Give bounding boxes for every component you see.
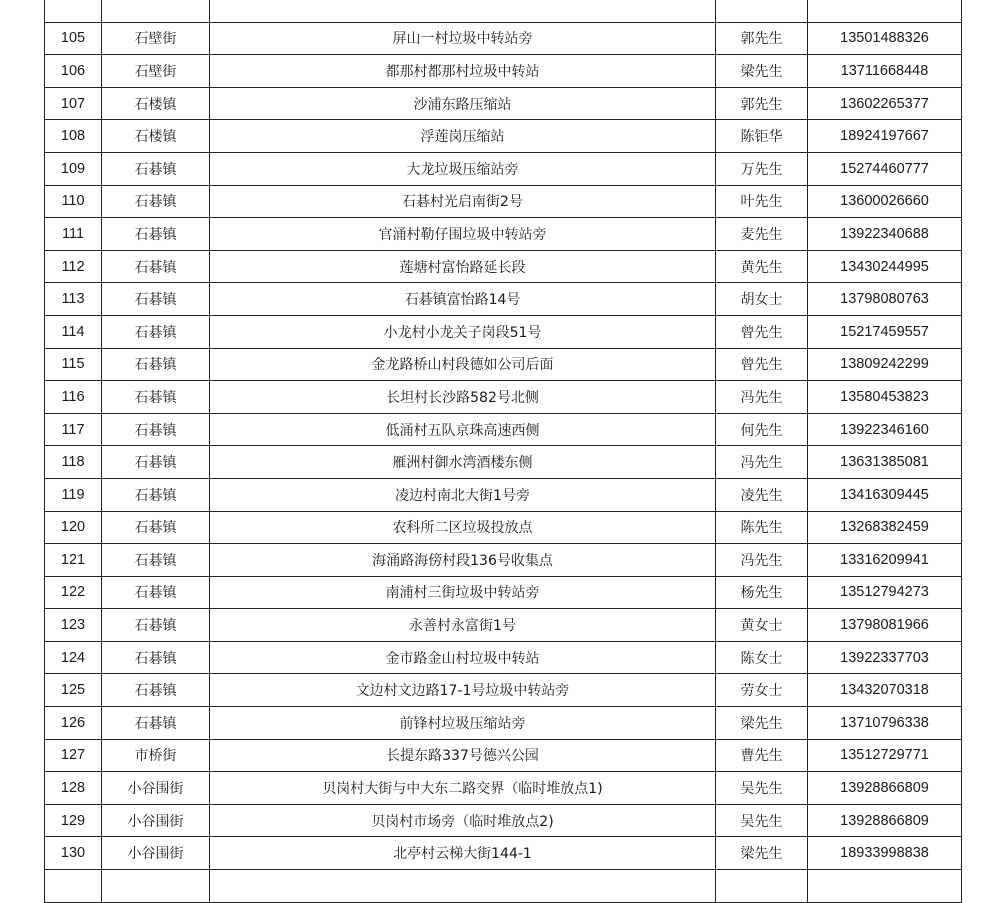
cell-contact: 吴先生 <box>716 804 808 837</box>
cell-contact: 曹先生 <box>716 739 808 772</box>
table-row <box>45 641 962 674</box>
cell-empty <box>808 0 962 22</box>
cell-empty <box>102 0 210 22</box>
cell-number: 126 <box>45 707 102 740</box>
cell-phone: 13928866809 <box>808 804 962 837</box>
cell-location: 前锋村垃圾压缩站旁 <box>210 707 716 740</box>
cell-number: 127 <box>45 739 102 772</box>
table-row <box>45 576 962 609</box>
cell-phone: 13501488326 <box>808 22 962 55</box>
cell-location: 凌边村南北大街1号旁 <box>210 478 716 511</box>
cell-phone: 13580453823 <box>808 381 962 414</box>
cell-phone: 13798080763 <box>808 283 962 316</box>
cell-street: 石碁镇 <box>102 707 210 740</box>
cell-contact: 冯先生 <box>716 381 808 414</box>
cell-phone: 13922346160 <box>808 413 962 446</box>
cell-street: 小谷围街 <box>102 804 210 837</box>
cell-number: 107 <box>45 87 102 120</box>
cell-contact: 冯先生 <box>716 544 808 577</box>
table-row-partial-top <box>45 0 962 22</box>
cell-location: 小龙村小龙关子岗段51号 <box>210 315 716 348</box>
cell-location: 莲塘村富怡路延长段 <box>210 250 716 283</box>
table-row <box>45 609 962 642</box>
cell-location: 沙浦东路压缩站 <box>210 87 716 120</box>
cell-number: 109 <box>45 152 102 185</box>
table-row <box>45 837 962 870</box>
cell-location: 贝岗村市场旁（临时堆放点2) <box>210 804 716 837</box>
table-body <box>45 0 962 902</box>
cell-contact: 凌先生 <box>716 478 808 511</box>
cell-contact: 郭先生 <box>716 87 808 120</box>
cell-contact: 劳女士 <box>716 674 808 707</box>
cell-phone: 13922337703 <box>808 641 962 674</box>
table-row <box>45 772 962 805</box>
cell-contact: 郭先生 <box>716 22 808 55</box>
table-row <box>45 55 962 88</box>
cell-number: 116 <box>45 381 102 414</box>
cell-street: 石碁镇 <box>102 348 210 381</box>
cell-phone: 13316209941 <box>808 544 962 577</box>
cell-phone: 13432070318 <box>808 674 962 707</box>
collection-points-sheet <box>44 0 961 903</box>
cell-street: 石碁镇 <box>102 250 210 283</box>
cell-street: 石碁镇 <box>102 315 210 348</box>
cell-number: 121 <box>45 544 102 577</box>
cell-street: 石楼镇 <box>102 120 210 153</box>
cell-phone: 13710796338 <box>808 707 962 740</box>
table-row <box>45 315 962 348</box>
cell-number: 118 <box>45 446 102 479</box>
cell-location: 农科所二区垃圾投放点 <box>210 511 716 544</box>
table-row <box>45 185 962 218</box>
cell-street: 石壁街 <box>102 22 210 55</box>
table-row <box>45 283 962 316</box>
cell-number: 117 <box>45 413 102 446</box>
cell-number: 111 <box>45 218 102 251</box>
cell-contact: 曾先生 <box>716 315 808 348</box>
cell-location: 石碁村光启南街2号 <box>210 185 716 218</box>
table-row <box>45 218 962 251</box>
cell-phone: 13798081966 <box>808 609 962 642</box>
cell-phone: 13416309445 <box>808 478 962 511</box>
cell-phone: 13711668448 <box>808 55 962 88</box>
cell-street: 石碁镇 <box>102 674 210 707</box>
cell-street: 石碁镇 <box>102 152 210 185</box>
cell-contact: 冯先生 <box>716 446 808 479</box>
cell-contact: 叶先生 <box>716 185 808 218</box>
cell-location: 贝岗村大街与中大东二路交界（临时堆放点1) <box>210 772 716 805</box>
cell-phone: 13809242299 <box>808 348 962 381</box>
cell-phone: 18924197667 <box>808 120 962 153</box>
cell-location: 大龙垃圾压缩站旁 <box>210 152 716 185</box>
cell-street: 小谷围街 <box>102 837 210 870</box>
cell-location: 南浦村三街垃圾中转站旁 <box>210 576 716 609</box>
cell-street: 小谷围街 <box>102 772 210 805</box>
cell-phone: 13928866809 <box>808 772 962 805</box>
cell-location: 雁洲村御水湾酒楼东侧 <box>210 446 716 479</box>
cell-number: 122 <box>45 576 102 609</box>
cell-number: 114 <box>45 315 102 348</box>
cell-location: 浮莲岗压缩站 <box>210 120 716 153</box>
cell-contact: 吴先生 <box>716 772 808 805</box>
cell-phone: 15274460777 <box>808 152 962 185</box>
table-row <box>45 446 962 479</box>
table-row <box>45 707 962 740</box>
cell-street: 石碁镇 <box>102 478 210 511</box>
cell-number: 129 <box>45 804 102 837</box>
table-row <box>45 381 962 414</box>
table-row <box>45 413 962 446</box>
cell-location: 低涌村五队京珠高速西侧 <box>210 413 716 446</box>
cell-empty <box>102 870 210 903</box>
table-row <box>45 152 962 185</box>
cell-street: 石碁镇 <box>102 381 210 414</box>
cell-location: 金市路金山村垃圾中转站 <box>210 641 716 674</box>
table-row <box>45 804 962 837</box>
cell-contact: 梁先生 <box>716 837 808 870</box>
cell-phone: 13602265377 <box>808 87 962 120</box>
cell-phone: 13512794273 <box>808 576 962 609</box>
cell-number: 105 <box>45 22 102 55</box>
table-row <box>45 120 962 153</box>
collection-points-table <box>44 0 962 903</box>
table-row <box>45 511 962 544</box>
table-row <box>45 348 962 381</box>
cell-number: 106 <box>45 55 102 88</box>
table-row <box>45 739 962 772</box>
cell-contact: 陈钜华 <box>716 120 808 153</box>
cell-location: 长提东路337号德兴公园 <box>210 739 716 772</box>
cell-phone: 13600026660 <box>808 185 962 218</box>
cell-street: 石碁镇 <box>102 544 210 577</box>
cell-street: 石碁镇 <box>102 218 210 251</box>
cell-phone: 13631385081 <box>808 446 962 479</box>
cell-phone: 13512729771 <box>808 739 962 772</box>
cell-street: 石碁镇 <box>102 283 210 316</box>
cell-street: 石壁街 <box>102 55 210 88</box>
cell-contact: 杨先生 <box>716 576 808 609</box>
cell-number: 123 <box>45 609 102 642</box>
cell-location: 金龙路桥山村段德如公司后面 <box>210 348 716 381</box>
cell-location: 屏山一村垃圾中转站旁 <box>210 22 716 55</box>
cell-contact: 曾先生 <box>716 348 808 381</box>
cell-street: 石碁镇 <box>102 413 210 446</box>
cell-number: 108 <box>45 120 102 153</box>
cell-empty <box>45 0 102 22</box>
cell-street: 石楼镇 <box>102 87 210 120</box>
cell-phone: 18933998838 <box>808 837 962 870</box>
cell-location: 永善村永富街1号 <box>210 609 716 642</box>
cell-location: 海涌路海傍村段136号收集点 <box>210 544 716 577</box>
cell-number: 130 <box>45 837 102 870</box>
cell-number: 112 <box>45 250 102 283</box>
cell-location: 文边村文边路17-1号垃圾中转站旁 <box>210 674 716 707</box>
cell-contact: 陈先生 <box>716 511 808 544</box>
table-row <box>45 250 962 283</box>
cell-contact: 陈女士 <box>716 641 808 674</box>
cell-number: 113 <box>45 283 102 316</box>
cell-street: 市桥街 <box>102 739 210 772</box>
cell-contact: 黄先生 <box>716 250 808 283</box>
cell-contact: 梁先生 <box>716 707 808 740</box>
cell-number: 110 <box>45 185 102 218</box>
cell-contact: 麦先生 <box>716 218 808 251</box>
cell-street: 石碁镇 <box>102 185 210 218</box>
cell-phone: 13268382459 <box>808 511 962 544</box>
cell-contact: 黄女士 <box>716 609 808 642</box>
cell-street: 石碁镇 <box>102 609 210 642</box>
cell-number: 125 <box>45 674 102 707</box>
cell-street: 石碁镇 <box>102 511 210 544</box>
cell-contact: 何先生 <box>716 413 808 446</box>
table-row <box>45 22 962 55</box>
table-row <box>45 478 962 511</box>
cell-phone: 13430244995 <box>808 250 962 283</box>
cell-contact: 胡女士 <box>716 283 808 316</box>
cell-phone: 15217459557 <box>808 315 962 348</box>
cell-location: 石碁镇富怡路14号 <box>210 283 716 316</box>
cell-number: 128 <box>45 772 102 805</box>
cell-location: 都那村都那村垃圾中转站 <box>210 55 716 88</box>
cell-contact: 梁先生 <box>716 55 808 88</box>
cell-empty <box>716 0 808 22</box>
cell-empty <box>210 870 716 903</box>
table-row-partial-bottom <box>45 870 962 903</box>
cell-number: 124 <box>45 641 102 674</box>
cell-phone: 13922340688 <box>808 218 962 251</box>
cell-location: 长坦村长沙路582号北侧 <box>210 381 716 414</box>
cell-number: 119 <box>45 478 102 511</box>
table-row <box>45 544 962 577</box>
table-row <box>45 674 962 707</box>
cell-number: 115 <box>45 348 102 381</box>
cell-contact: 万先生 <box>716 152 808 185</box>
cell-empty <box>716 870 808 903</box>
cell-number: 120 <box>45 511 102 544</box>
cell-location: 北亭村云梯大街144-1 <box>210 837 716 870</box>
cell-street: 石碁镇 <box>102 446 210 479</box>
cell-empty <box>210 0 716 22</box>
cell-street: 石碁镇 <box>102 641 210 674</box>
cell-empty <box>808 870 962 903</box>
cell-empty <box>45 870 102 903</box>
table-row <box>45 87 962 120</box>
cell-street: 石碁镇 <box>102 576 210 609</box>
cell-location: 官涌村勒仔围垃圾中转站旁 <box>210 218 716 251</box>
